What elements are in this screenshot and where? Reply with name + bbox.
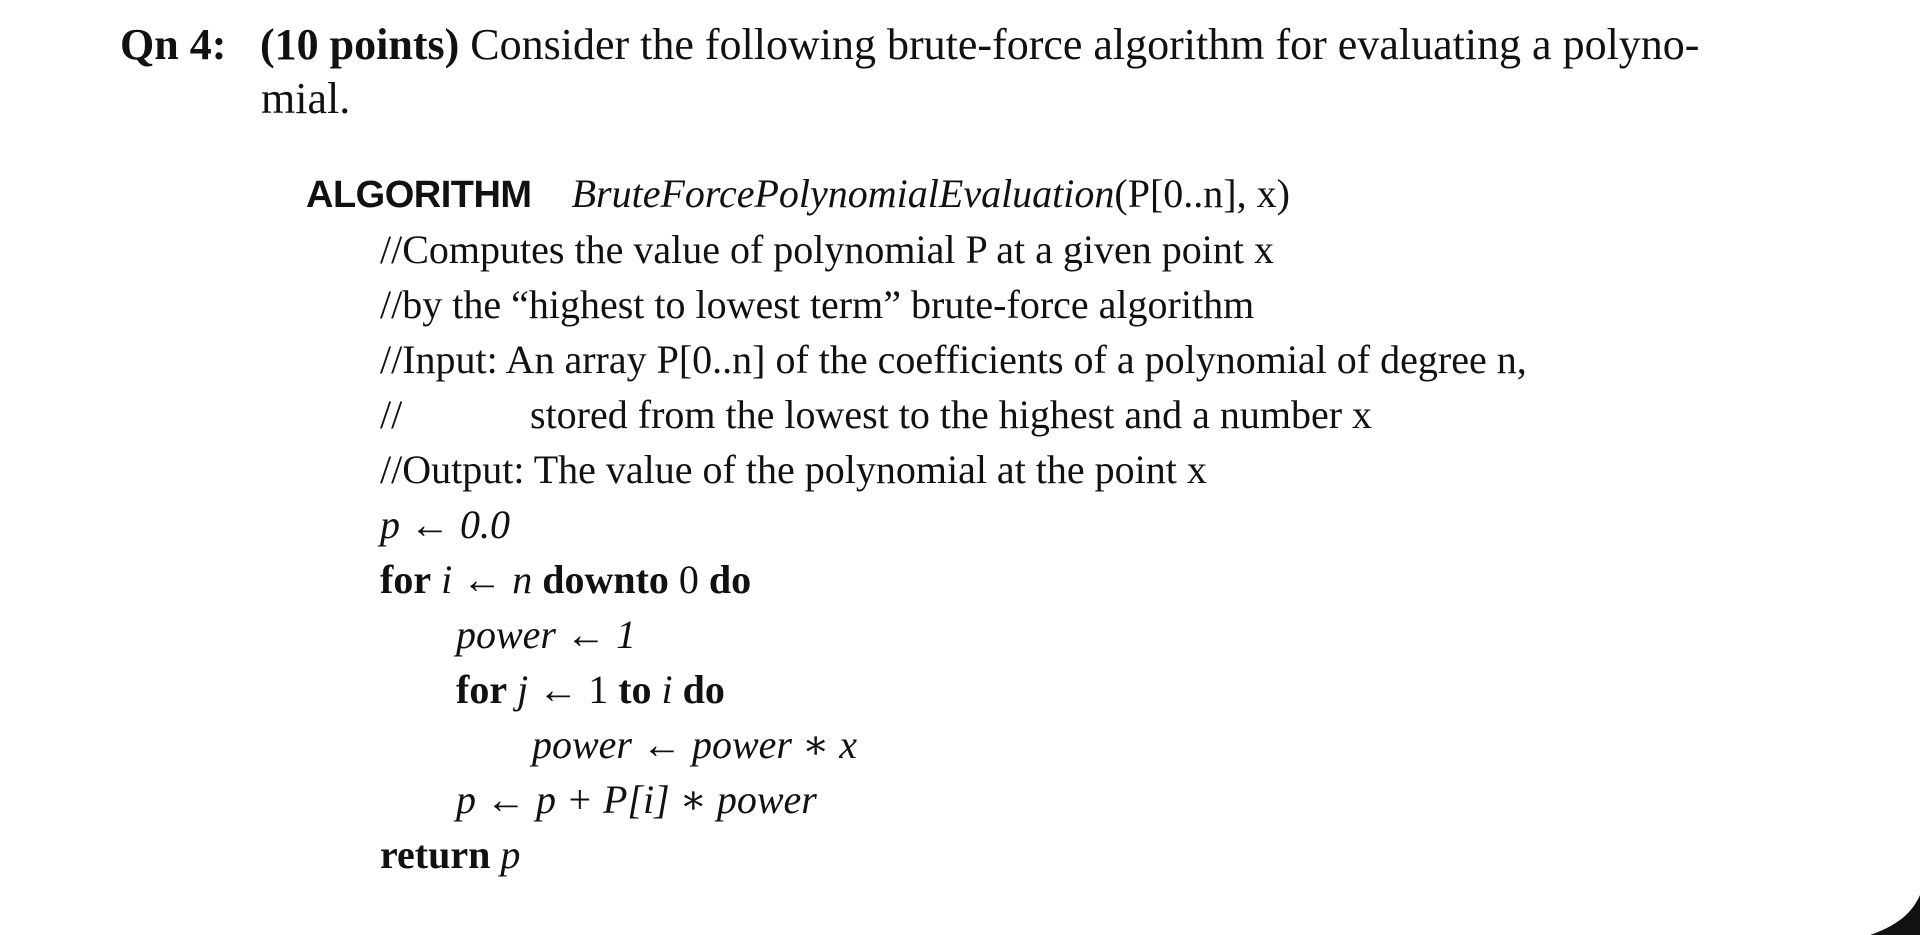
algorithm-keyword: ALGORITHM xyxy=(306,174,532,216)
code-init: p ← 0.0 xyxy=(380,502,510,547)
code-outer-loop xyxy=(380,556,751,603)
inner-loop-var: j ← xyxy=(517,667,579,712)
for2-keyword: for xyxy=(456,667,508,712)
question-points: (10 points) xyxy=(260,20,460,69)
return-keyword: return xyxy=(380,832,491,877)
comment-line-5: //Output: The value of the polynomial at the point x xyxy=(380,447,1207,492)
to-keyword: to xyxy=(618,667,652,712)
question-body-line2: mial. xyxy=(261,74,351,123)
question-number: Qn 4: xyxy=(120,20,227,69)
comment-line-3: //Input: An array P[0..n] of the coefficients of a polynomial of degree n, xyxy=(380,337,1527,382)
algorithm-params: (P[0..n], x) xyxy=(1114,171,1290,216)
outer-loop-end: 0 xyxy=(678,557,699,602)
inner-loop-start: 1 xyxy=(588,667,609,712)
downto-keyword: downto xyxy=(542,557,669,602)
page-corner-shape xyxy=(1860,895,1920,935)
return-var: p xyxy=(500,832,521,877)
code-power-init: power ← 1 xyxy=(456,612,636,657)
comment-line-4-marker: // xyxy=(380,392,403,437)
question-text xyxy=(120,18,1820,126)
for-keyword: for xyxy=(380,557,432,602)
question-body-line1: Consider the following brute-force algorithm for evaluating a polyno- xyxy=(470,20,1700,69)
code-power-update: power ← power ∗ x xyxy=(532,722,857,767)
do2-keyword: do xyxy=(682,667,725,712)
algorithm-name: BruteForcePolynomialEvaluation xyxy=(571,171,1115,216)
outer-loop-var: i ← n xyxy=(441,557,533,602)
code-p-update: p ← p + P[i] ∗ power xyxy=(456,777,817,822)
comment-line-1: //Computes the value of polynomial P at a given point x xyxy=(380,227,1274,272)
code-inner-loop xyxy=(456,666,725,713)
do-keyword: do xyxy=(708,557,752,602)
comment-line-4-text: stored from the lowest to the highest and a number x xyxy=(530,392,1373,437)
inner-loop-end: i xyxy=(661,667,673,712)
algorithm-header xyxy=(306,170,1290,217)
comment-line-2: //by the “highest to lowest term” brute-force algorithm xyxy=(380,282,1255,327)
code-return xyxy=(380,831,520,878)
